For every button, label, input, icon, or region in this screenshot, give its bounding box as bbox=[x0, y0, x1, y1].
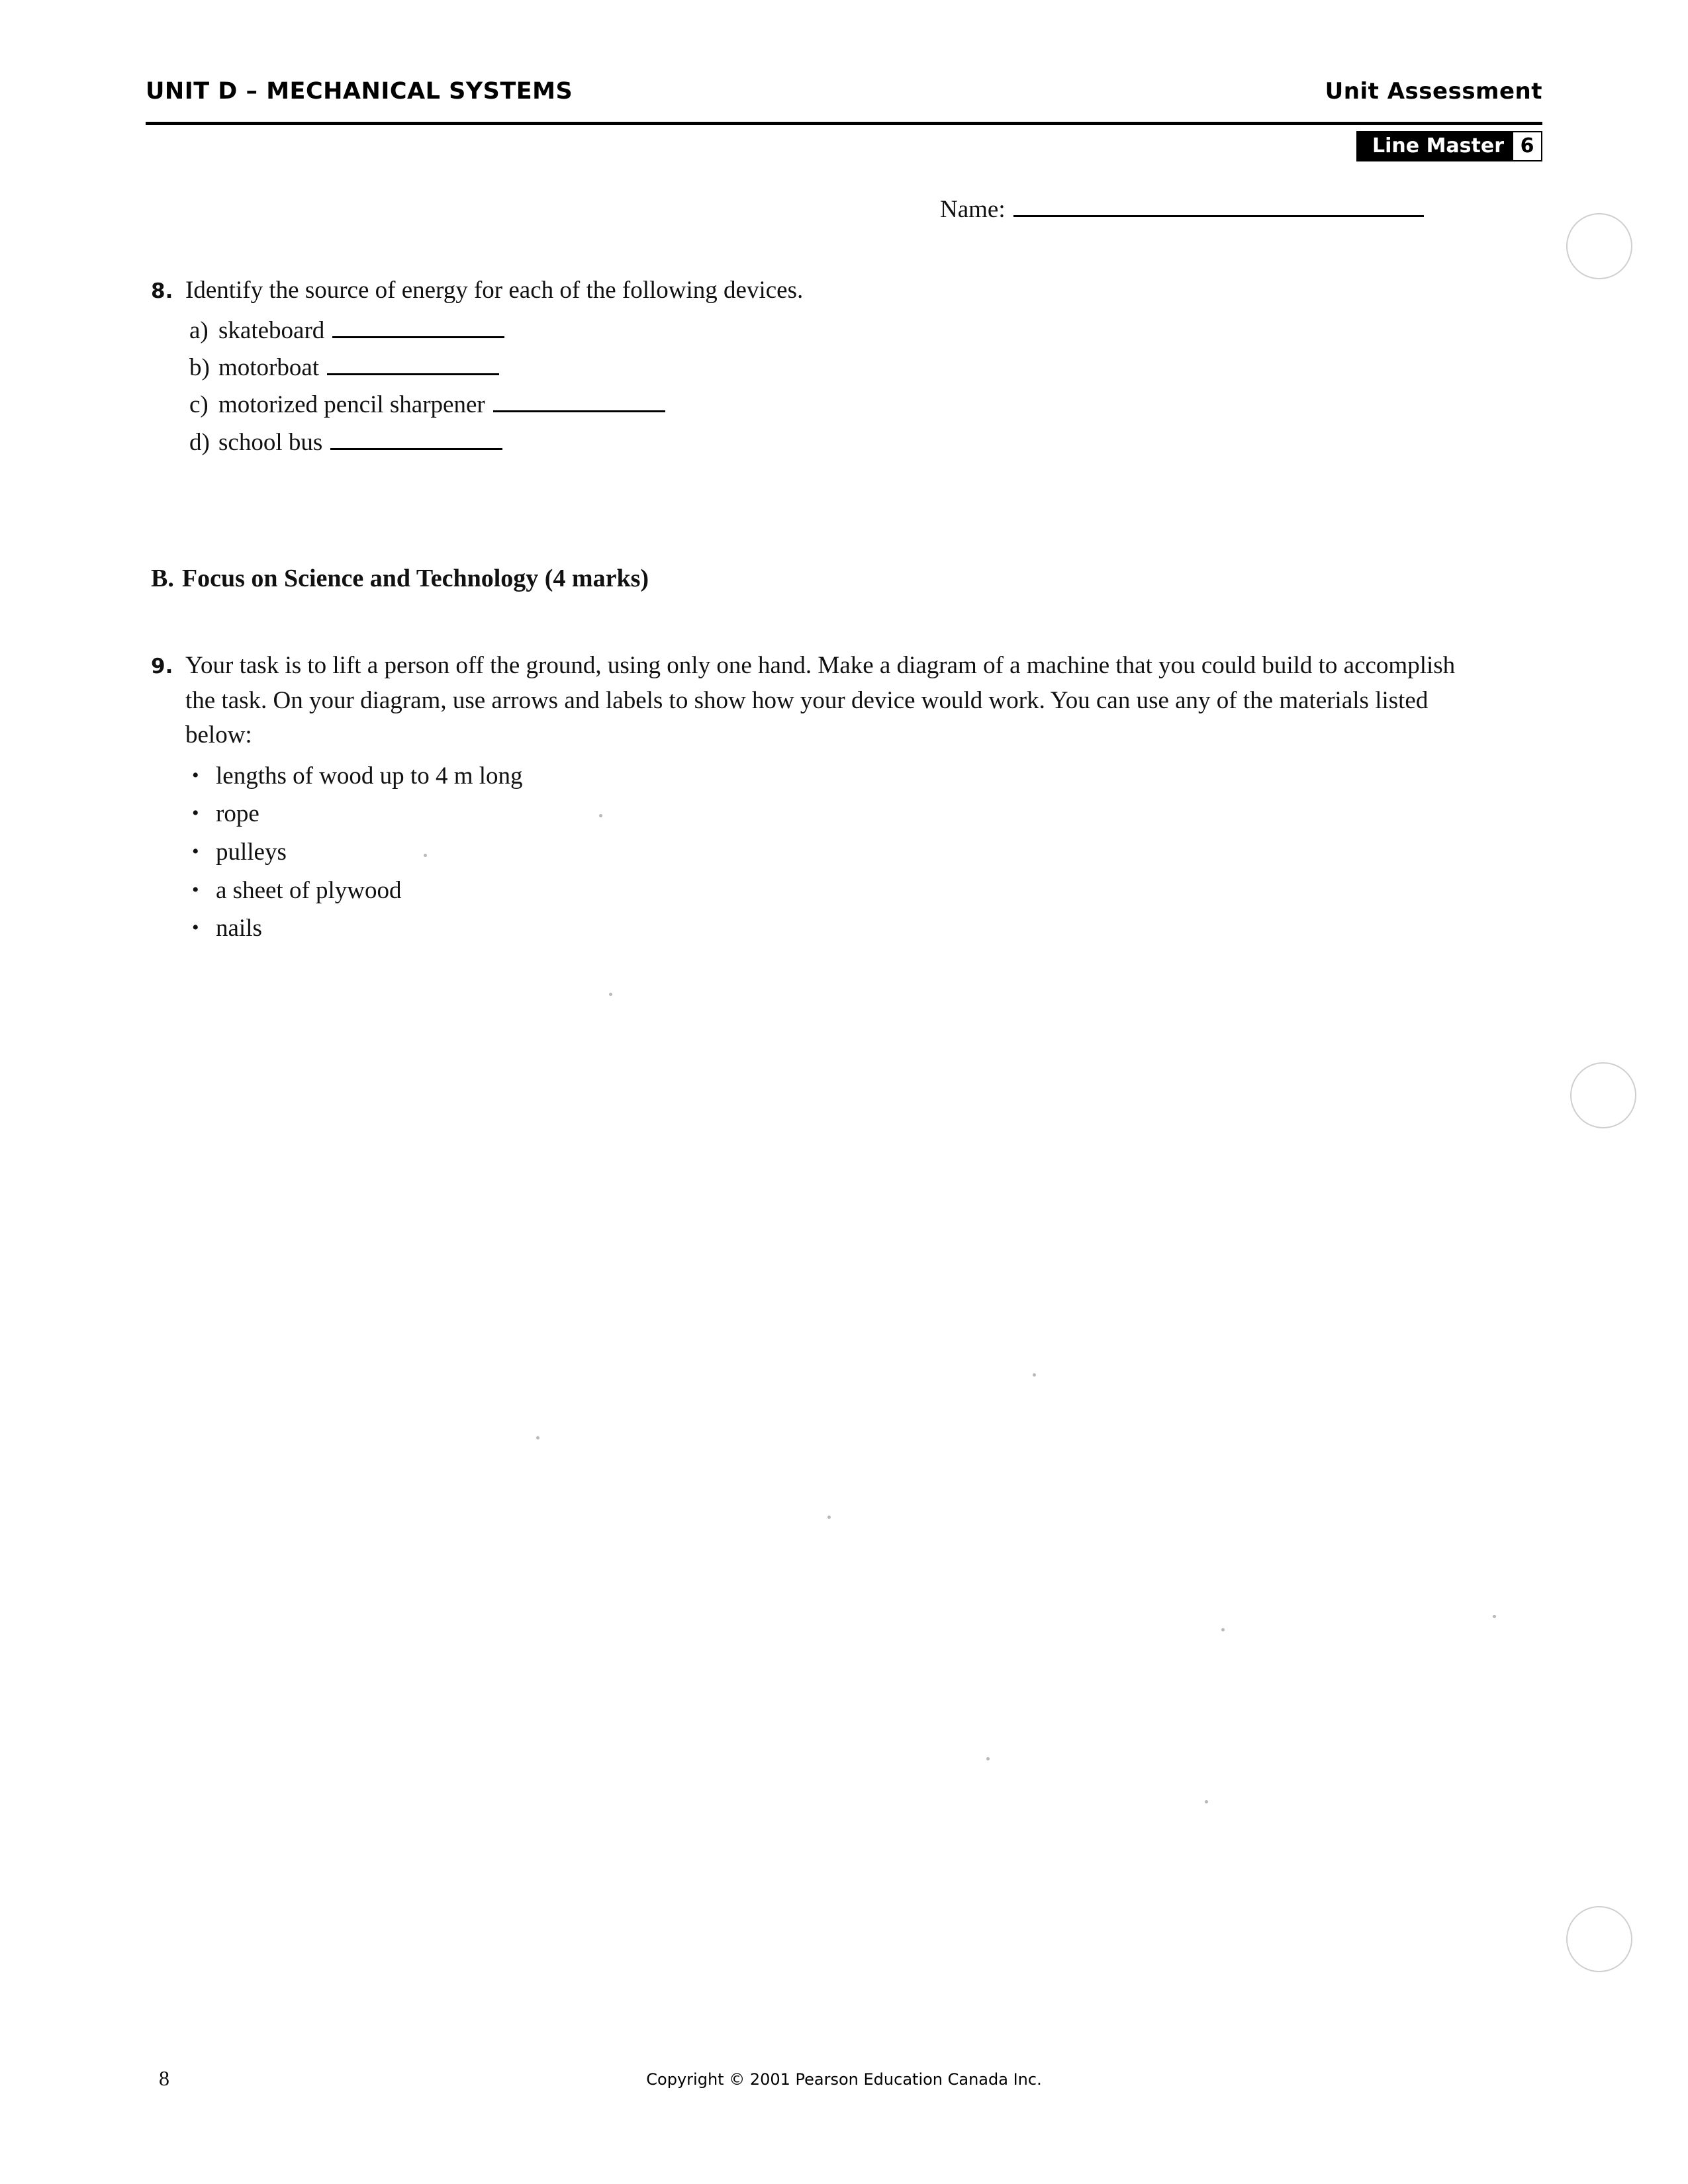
item-label: motorboat bbox=[218, 354, 320, 382]
item-letter: c) bbox=[189, 391, 209, 419]
material-label: a sheet of plywood bbox=[216, 876, 402, 904]
page-header bbox=[146, 78, 1542, 105]
item-label: school bus bbox=[218, 428, 323, 456]
answer-blank-a[interactable] bbox=[332, 318, 504, 338]
section-letter: B. bbox=[151, 565, 174, 592]
line-master-badge bbox=[1356, 131, 1542, 161]
list-item bbox=[192, 872, 1462, 910]
scan-speck bbox=[1493, 1615, 1496, 1618]
name-input-blank[interactable] bbox=[1013, 195, 1424, 217]
list-item bbox=[189, 349, 1475, 387]
scan-speck bbox=[536, 1436, 539, 1439]
name-label: Name: bbox=[940, 196, 1006, 223]
scan-speck bbox=[599, 814, 602, 817]
name-field[interactable] bbox=[940, 195, 1424, 224]
question-8-prompt: Identify the source of energy for each of the following devices. bbox=[185, 277, 804, 304]
material-label: rope bbox=[216, 800, 259, 828]
list-item bbox=[192, 833, 1462, 872]
question-9-materials bbox=[151, 757, 1462, 948]
question-9 bbox=[151, 649, 1462, 948]
item-label: skateboard bbox=[218, 316, 325, 344]
section-b-heading bbox=[151, 564, 649, 593]
item-label: motorized pencil sharpener bbox=[218, 391, 485, 419]
question-8-items bbox=[151, 312, 1475, 461]
list-item bbox=[192, 795, 1462, 833]
item-letter: b) bbox=[189, 354, 210, 382]
material-label: nails bbox=[216, 915, 262, 942]
bullet-icon: • bbox=[192, 802, 199, 825]
material-label: lengths of wood up to 4 m long bbox=[216, 762, 523, 790]
answer-blank-d[interactable] bbox=[330, 430, 502, 450]
item-letter: a) bbox=[189, 316, 209, 344]
line-master-number: 6 bbox=[1513, 132, 1541, 160]
question-9-prompt-row bbox=[151, 649, 1462, 753]
punch-hole-icon bbox=[1570, 1062, 1636, 1128]
section-title: Focus on Science and Technology (4 marks) bbox=[181, 565, 649, 592]
scan-speck bbox=[1221, 1628, 1225, 1631]
copyright-notice: Copyright © 2001 Pearson Education Canada Inc. bbox=[646, 2070, 1042, 2089]
list-item bbox=[189, 312, 1475, 349]
material-label: pulleys bbox=[216, 839, 287, 866]
scan-speck bbox=[1205, 1800, 1208, 1803]
punch-hole-icon bbox=[1566, 213, 1632, 279]
question-8-number: 8. bbox=[151, 279, 173, 303]
question-9-prompt: Your task is to lift a person off the ground, using only one hand. Make a diagram of a machine that you could build to accomplish the task. On your diagram, use arrows and labels to show how your device would work. You can use any of the materials listed below: bbox=[185, 652, 1456, 749]
document-type: Unit Assessment bbox=[1325, 78, 1542, 105]
list-item bbox=[192, 757, 1462, 796]
header-divider bbox=[146, 122, 1542, 125]
list-item bbox=[192, 909, 1462, 948]
question-8 bbox=[151, 275, 1475, 461]
answer-blank-b[interactable] bbox=[327, 355, 499, 375]
answer-blank-c[interactable] bbox=[493, 392, 665, 412]
scan-speck bbox=[424, 854, 427, 857]
punch-hole-icon bbox=[1566, 1906, 1632, 1972]
question-9-number: 9. bbox=[151, 655, 173, 678]
question-8-prompt-row bbox=[151, 275, 1475, 307]
bullet-icon: • bbox=[192, 841, 199, 863]
unit-title: UNIT D – MECHANICAL SYSTEMS bbox=[146, 78, 573, 105]
bullet-icon: • bbox=[192, 764, 199, 786]
line-master-label: Line Master bbox=[1358, 132, 1513, 160]
scan-speck bbox=[1033, 1373, 1036, 1377]
bullet-icon: • bbox=[192, 878, 199, 901]
scan-speck bbox=[986, 1757, 990, 1760]
item-letter: d) bbox=[189, 428, 210, 456]
scan-speck bbox=[609, 993, 612, 996]
list-item bbox=[189, 424, 1475, 461]
list-item bbox=[189, 387, 1475, 424]
scan-speck bbox=[827, 1516, 831, 1519]
bullet-icon: • bbox=[192, 917, 199, 939]
page-number: 8 bbox=[159, 2066, 169, 2090]
